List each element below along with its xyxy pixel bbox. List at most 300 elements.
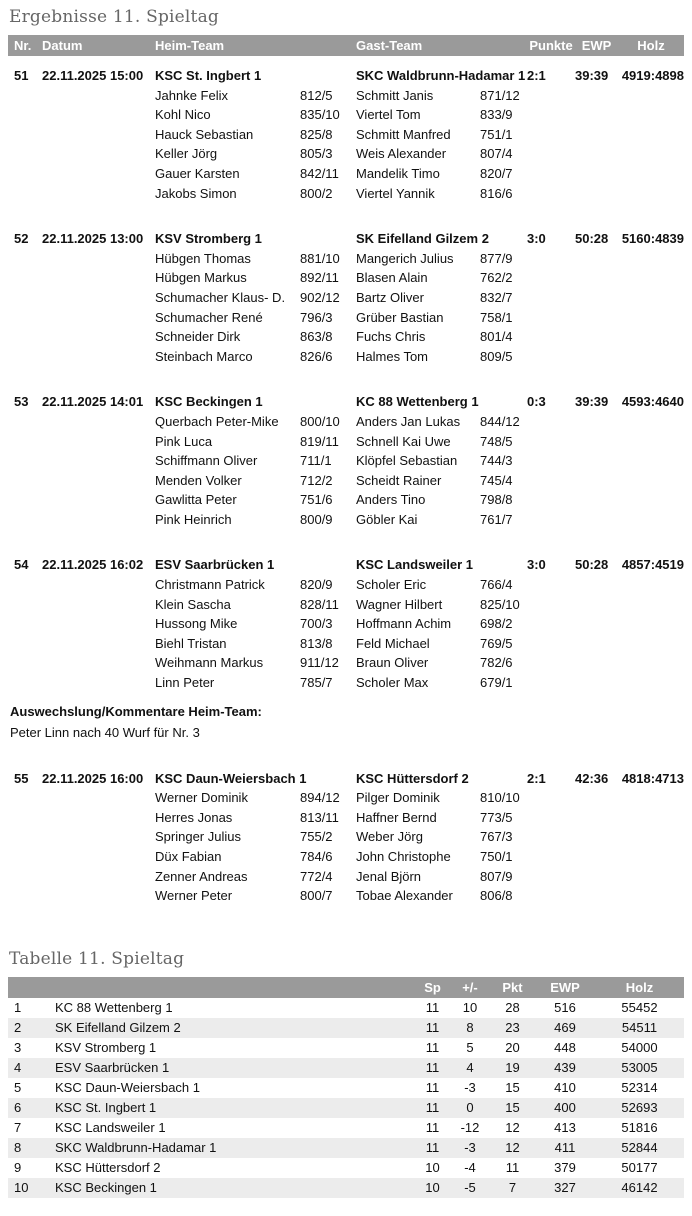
match-holz: 5160:4839 (621, 231, 684, 247)
home-team-name: ESV Saarbrücken 1 (155, 557, 275, 573)
player-row (8, 471, 684, 491)
home-player-score: 894/12 (300, 790, 340, 806)
guest-player-name: Schmitt Janis (356, 87, 434, 103)
standings-plusminus: 8 (466, 1019, 474, 1035)
match-block (8, 769, 684, 906)
standings-team: KSC Landsweiler 1 (55, 1119, 166, 1135)
results-col-ewp: EWP (581, 38, 612, 53)
guest-player-score: 679/1 (480, 675, 513, 691)
match-summary-row (8, 66, 684, 86)
player-date-spacer (42, 827, 155, 847)
guest-player-score: 871/12 (480, 87, 520, 103)
standings-team: ESV Saarbrücken 1 (55, 1059, 170, 1075)
home-player-name: Werner Peter (155, 888, 233, 904)
guest-player-name: Halmes Tom (356, 348, 429, 364)
player-row (8, 867, 684, 887)
match-holz: 4857:4519 (621, 557, 684, 573)
player-nr-spacer (14, 144, 42, 164)
guest-player-score: 801/4 (480, 329, 513, 345)
standings-plusminus: 5 (466, 1039, 474, 1055)
standings-team: KSC Hüttersdorf 2 (55, 1159, 161, 1175)
player-date-spacer (42, 653, 155, 673)
guest-player-score: 769/5 (480, 635, 513, 651)
player-date-spacer (42, 327, 155, 347)
home-player-score: 863/8 (300, 329, 333, 345)
standings-sp: 10 (425, 1159, 440, 1175)
player-date-spacer (42, 144, 155, 164)
home-player-name: Jahnke Felix (155, 87, 228, 103)
guest-player-name: Schnell Kai Uwe (356, 433, 451, 449)
match-nr: 54 (14, 557, 29, 573)
standings-pkt: 28 (505, 999, 520, 1015)
guest-player-name: Mangerich Julius (356, 250, 454, 266)
standings-pkt: 15 (505, 1099, 520, 1115)
guest-player-name: Grüber Bastian (356, 309, 444, 325)
match-summary-row (8, 229, 684, 249)
standings-row (8, 1138, 684, 1158)
standings-pkt: 7 (508, 1179, 517, 1195)
home-player-name: Springer Julius (155, 829, 241, 845)
player-row (8, 86, 684, 106)
standings-row (8, 1178, 684, 1198)
standings-holz: 53005 (621, 1059, 658, 1075)
player-row (8, 847, 684, 867)
home-player-name: Hübgen Markus (155, 270, 247, 286)
guest-player-name: Scholer Eric (356, 577, 427, 593)
home-team-name: KSV Stromberg 1 (155, 231, 262, 247)
player-nr-spacer (14, 308, 42, 328)
standings-pos: 5 (14, 1079, 22, 1095)
player-row (8, 595, 684, 615)
guest-player-score: 782/6 (480, 655, 513, 671)
guest-player-name: Weber Jörg (356, 829, 423, 845)
player-date-spacer (42, 164, 155, 184)
player-date-spacer (42, 125, 155, 145)
player-date-spacer (42, 490, 155, 510)
home-player-name: Schneider Dirk (155, 329, 241, 345)
match-comment-text: Peter Linn nach 40 Wurf für Nr. 3 (10, 724, 200, 740)
standings-plusminus: -3 (464, 1139, 476, 1155)
match-nr: 52 (14, 231, 29, 247)
home-player-score: 881/10 (300, 250, 340, 266)
standings-title: Tabelle 11. Spieltag (9, 948, 185, 969)
standings-pkt: 20 (505, 1039, 520, 1055)
player-nr-spacer (14, 432, 42, 452)
player-row (8, 788, 684, 808)
home-player-score: 835/10 (300, 107, 340, 123)
player-row (8, 490, 684, 510)
guest-player-score: 767/3 (480, 829, 513, 845)
player-nr-spacer (14, 268, 42, 288)
player-date-spacer (42, 788, 155, 808)
home-player-score: 813/11 (300, 809, 339, 825)
player-row (8, 827, 684, 847)
player-nr-spacer (14, 125, 42, 145)
guest-player-score: 809/5 (480, 348, 513, 364)
player-row (8, 144, 684, 164)
home-team-name: KSC St. Ingbert 1 (155, 68, 262, 83)
standings-pos: 1 (14, 999, 22, 1015)
guest-player-score: 748/5 (480, 433, 513, 449)
match-summary-row (8, 555, 684, 575)
guest-player-name: Mandelik Timo (356, 165, 440, 181)
guest-player-score: 877/9 (480, 250, 513, 266)
standings-row (8, 1078, 684, 1098)
home-player-name: Christmann Patrick (155, 577, 265, 593)
results-col-points: Punkte (529, 38, 573, 53)
standings-plusminus: -12 (460, 1119, 480, 1135)
match-block (8, 555, 684, 742)
home-player-name: Gauer Karsten (155, 165, 240, 181)
home-player-score: 784/6 (300, 849, 333, 864)
home-player-name: Zenner Andreas (155, 868, 248, 884)
standings-pos: 3 (14, 1039, 22, 1055)
match-summary-row (8, 769, 684, 789)
guest-player-name: Haffner Bernd (356, 809, 437, 825)
results-col-guest-score-spacer (480, 35, 527, 56)
home-player-score: 785/7 (300, 675, 333, 691)
guest-player-name: Feld Michael (356, 635, 430, 651)
player-row (8, 125, 684, 145)
player-nr-spacer (14, 634, 42, 654)
match-block (8, 392, 684, 529)
home-player-name: Hauck Sebastian (155, 126, 254, 142)
standings-ewp: 400 (554, 1099, 576, 1115)
standings-holz: 54511 (621, 1019, 658, 1035)
standings-team: SKC Waldbrunn-Hadamar 1 (55, 1139, 217, 1155)
player-nr-spacer (14, 614, 42, 634)
guest-team-name: KSC Hüttersdorf 2 (356, 770, 469, 786)
home-player-score: 911/12 (300, 655, 339, 671)
home-player-name: Düx Fabian (155, 849, 222, 864)
standings-plusminus: 10 (462, 999, 478, 1015)
standings-pos: 4 (14, 1059, 22, 1075)
standings-row (8, 1158, 684, 1178)
guest-player-score: 807/4 (480, 146, 513, 162)
standings-col-ewp: EWP (550, 979, 580, 995)
standings-holz: 52844 (621, 1139, 658, 1155)
player-nr-spacer (14, 847, 42, 867)
standings-row (8, 1098, 684, 1118)
guest-player-score: 810/10 (480, 790, 520, 806)
guest-player-name: Scheidt Rainer (356, 472, 442, 488)
home-player-name: Pink Heinrich (155, 511, 232, 527)
standings-ewp: 413 (554, 1119, 576, 1135)
guest-player-score: 762/2 (480, 270, 513, 286)
standings-pos: 8 (14, 1139, 22, 1155)
player-date-spacer (42, 347, 155, 367)
guest-player-name: Blasen Alain (356, 270, 428, 286)
player-date-spacer (42, 808, 155, 828)
match-points: 2:1 (527, 770, 546, 786)
standings-ewp: 327 (554, 1179, 576, 1195)
standings-plusminus: -5 (464, 1179, 476, 1195)
player-row (8, 164, 684, 184)
home-player-score: 800/9 (300, 511, 333, 527)
guest-player-name: Anders Tino (356, 492, 426, 508)
player-nr-spacer (14, 490, 42, 510)
player-nr-spacer (14, 249, 42, 269)
match-date: 22.11.2025 16:00 (42, 770, 144, 786)
home-player-name: Querbach Peter-Mike (155, 413, 279, 429)
player-nr-spacer (14, 867, 42, 887)
match-points: 2:1 (527, 68, 546, 83)
home-player-name: Klein Sascha (155, 596, 231, 612)
standings-ewp: 410 (554, 1079, 576, 1095)
player-nr-spacer (14, 86, 42, 106)
home-player-name: Kohl Nico (155, 107, 211, 123)
guest-player-name: Tobae Alexander (356, 888, 453, 904)
standings-pkt: 11 (505, 1159, 520, 1175)
home-player-score: 800/10 (300, 413, 340, 429)
standings-row (8, 1058, 684, 1078)
guest-player-name: Hoffmann Achim (356, 616, 452, 632)
player-row (8, 347, 684, 367)
player-nr-spacer (14, 808, 42, 828)
match-nr: 53 (14, 394, 29, 410)
player-nr-spacer (14, 886, 42, 906)
player-row (8, 249, 684, 269)
home-player-name: Gawlitta Peter (155, 492, 237, 508)
player-date-spacer (42, 595, 155, 615)
guest-player-score: 773/5 (480, 809, 513, 825)
guest-player-name: Göbler Kai (356, 511, 418, 527)
standings-team: KSC St. Ingbert 1 (55, 1099, 157, 1115)
match-holz: 4919:4898 (621, 68, 684, 83)
player-date-spacer (42, 471, 155, 491)
home-player-name: Biehl Tristan (155, 635, 227, 651)
home-player-score: 796/3 (300, 309, 333, 325)
home-player-name: Herres Jonas (155, 809, 233, 825)
results-col-nr: Nr. (14, 38, 32, 53)
match-ewp: 50:28 (575, 231, 609, 247)
player-date-spacer (42, 575, 155, 595)
home-player-name: Schiffmann Oliver (155, 453, 258, 469)
standings-sp: 11 (425, 1079, 440, 1095)
standings-table (8, 977, 684, 1198)
home-player-name: Schumacher René (155, 309, 263, 325)
standings-pos: 2 (14, 1019, 22, 1035)
standings-plusminus: 4 (466, 1059, 474, 1075)
guest-team-name: KC 88 Wettenberg 1 (356, 394, 479, 410)
home-player-score: 700/3 (300, 616, 333, 632)
results-col-date: Datum (42, 38, 83, 53)
player-row (8, 327, 684, 347)
guest-player-score: 807/9 (480, 868, 513, 884)
standings-plusminus: -3 (464, 1079, 476, 1095)
standings-col-sp: Sp (424, 979, 441, 995)
player-row (8, 288, 684, 308)
home-player-score: 711/1 (300, 453, 332, 469)
match-date: 22.11.2025 15:00 (42, 68, 144, 83)
player-row (8, 510, 684, 530)
home-player-name: Hübgen Thomas (155, 250, 251, 266)
home-player-score: 828/11 (300, 596, 339, 612)
player-date-spacer (42, 249, 155, 269)
standings-ewp: 411 (554, 1139, 576, 1155)
player-row (8, 432, 684, 452)
standings-sp: 11 (425, 1099, 440, 1115)
player-date-spacer (42, 268, 155, 288)
results-page (0, 6, 692, 1216)
player-nr-spacer (14, 471, 42, 491)
home-player-score: 813/8 (300, 635, 333, 651)
guest-player-score: 833/9 (480, 107, 513, 123)
standings-holz: 46142 (621, 1179, 658, 1195)
standings-ewp: 469 (554, 1019, 576, 1035)
guest-player-name: John Christophe (356, 849, 451, 864)
standings-holz: 52314 (621, 1079, 658, 1095)
standings-row (8, 1118, 684, 1138)
player-date-spacer (42, 510, 155, 530)
match-date: 22.11.2025 13:00 (42, 231, 144, 247)
standings-sp: 11 (425, 1119, 440, 1135)
player-nr-spacer (14, 288, 42, 308)
player-row (8, 184, 684, 204)
guest-player-score: 761/7 (480, 511, 513, 527)
standings-team: KSC Beckingen 1 (55, 1179, 157, 1195)
player-nr-spacer (14, 327, 42, 347)
match-points: 3:0 (527, 557, 546, 573)
home-team-name: KSC Daun-Weiersbach 1 (155, 770, 307, 786)
home-player-score: 842/11 (300, 165, 339, 181)
player-nr-spacer (14, 510, 42, 530)
player-nr-spacer (14, 653, 42, 673)
player-nr-spacer (14, 788, 42, 808)
home-player-score: 772/4 (300, 868, 333, 884)
home-player-score: 712/2 (300, 472, 333, 488)
guest-player-name: Viertel Tom (356, 107, 421, 123)
standings-row (8, 1018, 684, 1038)
guest-player-name: Pilger Dominik (356, 790, 440, 806)
guest-team-name: KSC Landsweiler 1 (356, 557, 474, 573)
home-team-name: KSC Beckingen 1 (155, 394, 263, 410)
standings-col-holz: Holz (625, 979, 654, 995)
match-summary-row (8, 392, 684, 412)
guest-player-score: 844/12 (480, 413, 520, 429)
player-date-spacer (42, 614, 155, 634)
match-date: 22.11.2025 16:02 (42, 557, 144, 573)
home-player-name: Menden Volker (155, 472, 242, 488)
standings-pos: 7 (14, 1119, 22, 1135)
standings-sp: 11 (425, 999, 440, 1015)
player-date-spacer (42, 412, 155, 432)
home-player-name: Pink Luca (155, 433, 213, 449)
player-date-spacer (42, 184, 155, 204)
guest-player-name: Braun Oliver (356, 655, 429, 671)
guest-player-score: 820/7 (480, 165, 513, 181)
standings-pkt: 15 (505, 1079, 520, 1095)
standings-team: KC 88 Wettenberg 1 (55, 999, 173, 1015)
guest-player-name: Schmitt Manfred (356, 126, 451, 142)
guest-player-score: 750/1 (480, 849, 513, 864)
player-date-spacer (42, 432, 155, 452)
player-date-spacer (42, 451, 155, 471)
player-date-spacer (42, 105, 155, 125)
standings-holz: 55452 (621, 999, 658, 1015)
standings-team: KSV Stromberg 1 (55, 1039, 157, 1055)
standings-row (8, 998, 684, 1018)
guest-player-score: 798/8 (480, 492, 513, 508)
guest-player-score: 758/1 (480, 309, 513, 325)
standings-pkt: 23 (505, 1019, 520, 1035)
guest-player-name: Viertel Yannik (356, 185, 435, 201)
player-row (8, 673, 684, 693)
home-player-score: 751/6 (300, 492, 333, 508)
home-player-score: 812/5 (300, 87, 333, 103)
results-table (8, 35, 684, 906)
results-col-home: Heim-Team (155, 38, 225, 53)
standings-section (8, 948, 684, 1198)
standings-sp: 10 (425, 1179, 440, 1195)
home-player-name: Jakobs Simon (155, 185, 237, 201)
standings-pos: 10 (14, 1179, 29, 1195)
match-block (8, 66, 684, 203)
player-nr-spacer (14, 105, 42, 125)
guest-player-score: 744/3 (480, 453, 513, 469)
standings-ewp: 448 (554, 1039, 576, 1055)
home-player-score: 819/11 (300, 433, 339, 449)
player-row (8, 808, 684, 828)
standings-team: KSC Daun-Weiersbach 1 (55, 1079, 200, 1095)
player-nr-spacer (14, 575, 42, 595)
player-nr-spacer (14, 673, 42, 693)
standings-holz: 54000 (621, 1039, 658, 1055)
standings-col-team-spacer (55, 977, 415, 998)
guest-player-name: Jenal Björn (356, 868, 422, 884)
standings-holz: 52693 (621, 1099, 658, 1115)
results-title: Ergebnisse 11. Spieltag (9, 7, 220, 27)
standings-row (8, 1038, 684, 1058)
standings-ewp: 439 (554, 1059, 576, 1075)
home-player-score: 755/2 (300, 829, 333, 845)
home-player-name: Keller Jörg (155, 146, 218, 162)
standings-col-pos-spacer (14, 977, 55, 998)
guest-player-score: 816/6 (480, 185, 513, 201)
home-player-score: 825/8 (300, 126, 333, 142)
home-player-score: 902/12 (300, 289, 340, 305)
match-holz: 4818:4713 (621, 770, 684, 786)
player-date-spacer (42, 288, 155, 308)
results-col-home-score-spacer (300, 35, 356, 56)
player-date-spacer (42, 634, 155, 654)
standings-plusminus: -4 (464, 1159, 476, 1175)
match-nr: 51 (14, 68, 29, 83)
guest-player-name: Weis Alexander (356, 146, 447, 162)
match-points: 3:0 (527, 231, 546, 247)
results-col-guest: Gast-Team (356, 38, 423, 53)
match-ewp: 39:39 (575, 68, 609, 83)
standings-sp: 11 (425, 1039, 440, 1055)
match-ewp: 39:39 (575, 394, 609, 410)
player-date-spacer (42, 308, 155, 328)
standings-col-pkt: Pkt (502, 979, 523, 995)
player-date-spacer (42, 673, 155, 693)
standings-holz: 50177 (621, 1159, 658, 1175)
guest-player-score: 825/10 (480, 596, 520, 612)
standings-col-plusminus: +/- (462, 979, 478, 995)
guest-player-name: Fuchs Chris (356, 329, 426, 345)
player-row (8, 412, 684, 432)
player-date-spacer (42, 86, 155, 106)
player-nr-spacer (14, 827, 42, 847)
standings-pkt: 12 (505, 1139, 520, 1155)
player-nr-spacer (14, 451, 42, 471)
match-comment-title: Auswechslung/Kommentare Heim-Team: (10, 703, 262, 719)
results-col-holz: Holz (637, 38, 665, 53)
guest-player-score: 766/4 (480, 577, 513, 593)
home-player-score: 805/3 (300, 146, 333, 162)
